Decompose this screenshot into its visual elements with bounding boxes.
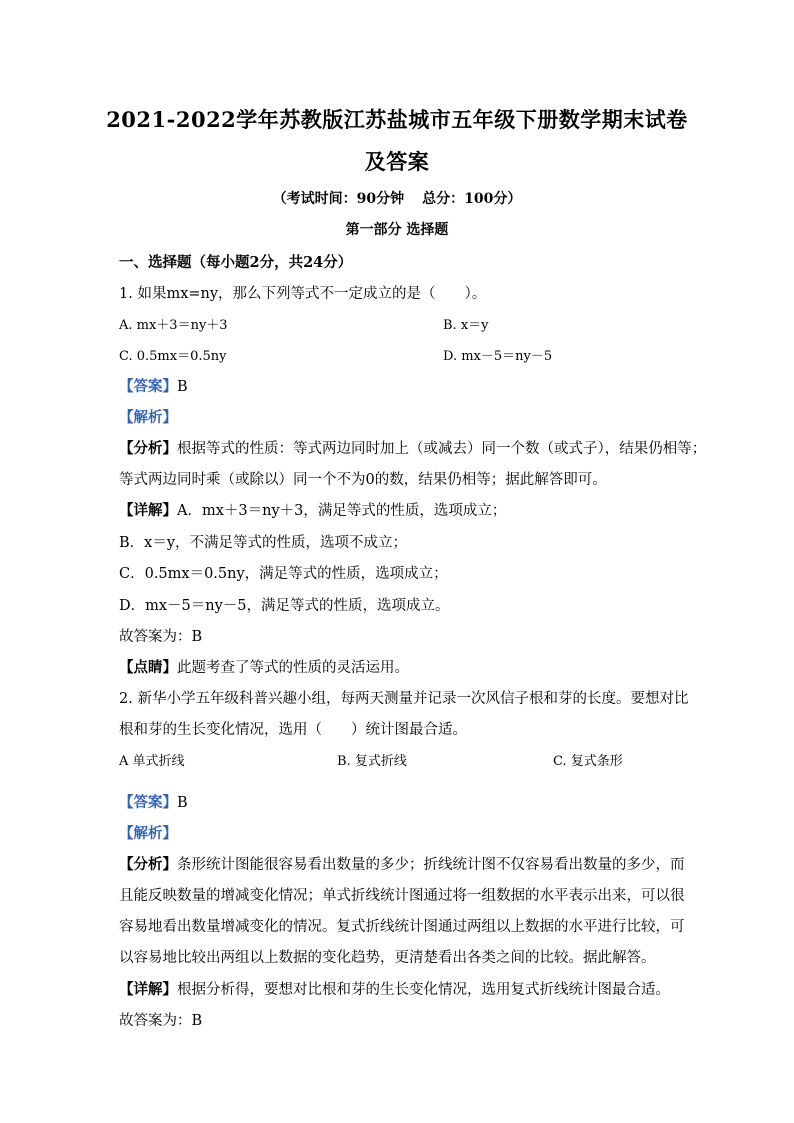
xiangjie-text: A．mx＋3＝ny＋3，满足等式的性质，选项成立； [177,503,507,519]
q2-analysis-heading [119,822,177,843]
q1-xiangjie-line-4: D．mx－5＝ny－5，满足等式的性质，选项成立。 [119,598,450,614]
q1-dianjing [119,656,409,677]
q1-option-c: C. 0.5mx＝0.5ny [119,349,227,364]
xiangjie-tag: 【详解】 [119,502,177,519]
answer-value: B [177,795,188,811]
exam-info [0,188,794,208]
q1-option-a: A. mx＋3＝ny＋3 [119,318,228,333]
q1-xiangjie-line-3: C．0.5mx＝0.5ny，满足等式的性质，选项成立； [119,566,448,582]
dianjing-tag: 【点睛】 [119,659,177,676]
q1-conclusion: 故答案为：B [119,629,203,645]
dianjing-text: 此题考查了等式的性质的灵活运用。 [177,660,409,676]
q1-fenxi-line-1 [119,437,706,458]
q2-answer [119,791,188,812]
total-score: 总分：100分） [422,191,522,207]
xiangjie-tag: 【详解】 [119,981,177,998]
section1-heading: 一、选择题（每小题2分，共24分） [119,254,353,271]
exam-time: （考试时间：90分钟 [272,191,405,207]
q1-option-d: D. mx－5＝ny－5 [443,349,553,364]
fenxi-tag: 【分析】 [119,856,177,873]
fenxi-tag: 【分析】 [119,440,177,457]
q2-fenxi-line-1 [119,853,685,874]
answer-tag: 【答案】 [119,378,177,395]
q1-xiangjie-line-2: B．x＝y，不满足等式的性质，选项不成立； [119,535,408,551]
q1-stem: 1. 如果mx=ny，那么下列等式不一定成立的是（ ）。 [119,286,487,302]
q1-fenxi-line-2: 等式两边同时乘（或除以）同一个不为0的数，结果仍相等；据此解答即可。 [119,472,607,488]
analysis-tag: 【解析】 [119,825,177,842]
fenxi-text: 根据等式的性质：等式两边同时加上（或减去）同一个数（或式子），结果仍相等； [177,441,707,457]
answer-tag: 【答案】 [119,794,177,811]
q2-option-a: A 单式折线 [119,754,185,769]
q2-xiangjie [119,978,670,999]
analysis-tag: 【解析】 [119,409,177,426]
answer-value: B [177,379,188,395]
q2-stem-line-2: 根和芽的生长变化情况，选用（ ）统计图最合适。 [119,722,467,738]
q2-option-b: B. 复式折线 [337,754,407,769]
fenxi-text: 条形统计图能很容易看出数量的多少；折线统计图不仅容易看出数量的多少，而 [177,857,685,873]
q2-fenxi-line-2: 且能反映数量的增减变化情况；单式折线统计图通过将一组数据的水平表示出来，可以很 [119,888,685,904]
q1-analysis-heading [119,406,177,427]
q2-fenxi-line-3: 容易地看出数量增减变化的情况。复式折线统计图通过两组以上数据的水平进行比较，可 [119,919,685,935]
q2-fenxi-line-4: 以容易地比较出两组以上数据的变化趋势，更清楚看出各类之间的比较。据此解答。 [119,950,656,966]
document-title-line-1: 2021-2022学年苏教版江苏盐城市五年级下册数学期末试卷 [106,107,688,132]
q2-option-c: C. 复式条形 [553,754,623,769]
q1-xiangjie-line-1 [119,499,506,520]
q2-conclusion: 故答案为：B [119,1013,203,1029]
q1-answer [119,375,188,396]
q1-option-b: B. x＝y [443,318,489,333]
part1-title: 第一部分 选择题 [345,222,449,238]
q2-stem-line-1: 2. 新华小学五年级科普兴趣小组，每两天测量并记录一次风信子根和芽的长度。要想对比 [119,691,689,707]
document-title-line-2: 及答案 [364,149,430,174]
xiangjie-text: 根据分析得，要想对比根和芽的生长变化情况，选用复式折线统计图最合适。 [177,982,670,998]
